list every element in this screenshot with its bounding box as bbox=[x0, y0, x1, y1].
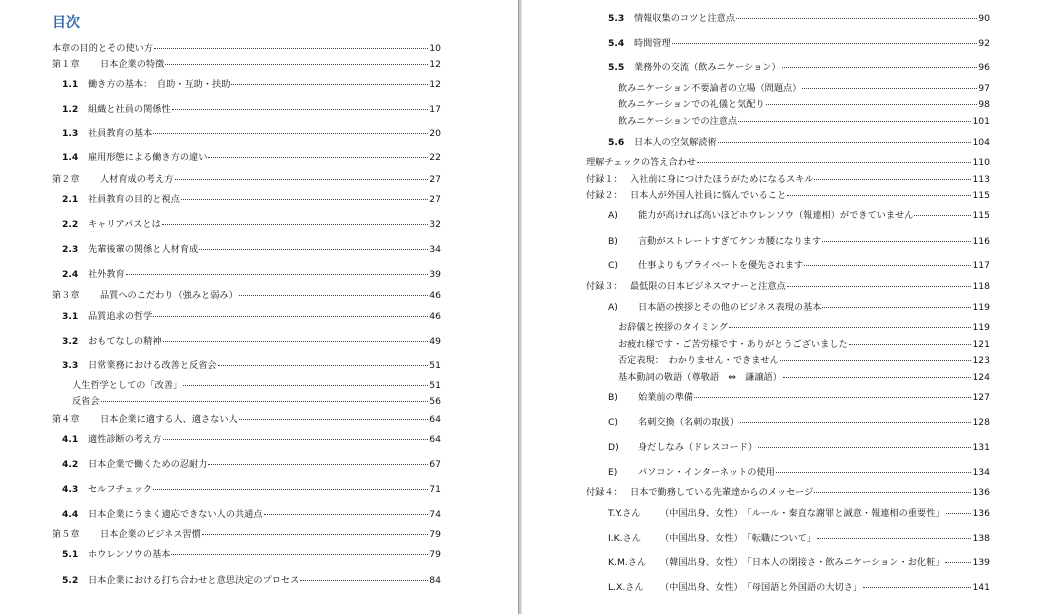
toc-leader-dots bbox=[202, 534, 429, 535]
toc-entry-number: 付録４： bbox=[586, 487, 623, 498]
right-toc-entry[interactable] bbox=[608, 37, 990, 51]
right-toc-entry[interactable] bbox=[618, 321, 990, 335]
toc-leader-dots bbox=[264, 514, 429, 515]
toc-entry-label: 業務外の交流（飲みニケーション） bbox=[634, 62, 781, 73]
right-toc-entry[interactable] bbox=[586, 173, 990, 187]
toc-page-number: 32 bbox=[429, 219, 441, 230]
toc-page-number: 118 bbox=[972, 281, 990, 292]
toc-leader-dots bbox=[740, 422, 971, 423]
toc-entry-label: 言動がストレートすぎてケンカ腰になります bbox=[638, 236, 822, 247]
toc-entry-number: 第３章 bbox=[52, 290, 80, 301]
toc-page-number: 67 bbox=[429, 459, 441, 470]
toc-entry-number: A) bbox=[608, 302, 618, 313]
toc-leader-dots bbox=[766, 104, 978, 105]
toc-entry-number: 1.4 bbox=[62, 152, 79, 163]
toc-page-number: 141 bbox=[972, 582, 990, 593]
toc-page-number: 96 bbox=[978, 62, 990, 73]
toc-page-number: 119 bbox=[972, 322, 990, 333]
right-toc-entry[interactable] bbox=[618, 82, 990, 96]
toc-entry-label: 仕事よりもプライベートを優先されます bbox=[638, 260, 804, 271]
toc-entry-label: 社員教育の基本 bbox=[88, 128, 153, 139]
toc-entry-label: 能力が高ければ高いほどホウレンソウ（報連相）ができていません bbox=[638, 210, 914, 221]
toc-leader-dots bbox=[165, 64, 428, 65]
toc-leader-dots bbox=[738, 121, 971, 122]
toc-leader-dots bbox=[822, 307, 971, 308]
toc-page-number: 10 bbox=[429, 43, 441, 54]
toc-entry-label: 日本企業の特徴 bbox=[100, 59, 165, 70]
right-toc-entry[interactable] bbox=[586, 189, 990, 203]
right-toc-entry[interactable] bbox=[608, 209, 990, 223]
toc-entry-number: 第４章 bbox=[52, 414, 80, 425]
toc-entry-label: 本章の目的とその使い方 bbox=[52, 43, 154, 54]
toc-entry-label: 日本人の空気解読術 bbox=[634, 137, 717, 148]
toc-leader-dots bbox=[239, 419, 428, 420]
right-toc-entry[interactable] bbox=[608, 581, 990, 595]
toc-leader-dots bbox=[718, 142, 972, 143]
toc-entry-number: 5.2 bbox=[62, 575, 79, 586]
left-toc-entry[interactable] bbox=[62, 548, 441, 562]
toc-entry-number: 5.4 bbox=[608, 38, 625, 49]
left-toc-entry[interactable] bbox=[52, 413, 441, 427]
toc-entry-label: 入社前に身につけたほうがためになるスキル bbox=[630, 174, 814, 185]
toc-page-number: 74 bbox=[429, 509, 441, 520]
toc-entry-number: 第１章 bbox=[52, 59, 80, 70]
toc-entry-label: パソコン・インターネットの使用 bbox=[638, 467, 775, 478]
toc-entry-number: 1.1 bbox=[62, 79, 79, 90]
toc-entry-number: 5.3 bbox=[608, 13, 625, 24]
toc-entry-label: （中国出身、女性） 「転職について」 bbox=[660, 533, 816, 544]
toc-entry-number: 付録１： bbox=[586, 174, 623, 185]
toc-entry-label: 社外教育 bbox=[88, 269, 125, 280]
left-toc-entry[interactable] bbox=[62, 458, 441, 472]
right-toc-entry[interactable] bbox=[618, 354, 990, 368]
toc-leader-dots bbox=[787, 286, 972, 287]
toc-leader-dots bbox=[758, 447, 971, 448]
toc-entry-label: 飲みニケーション不要論者の立場（問題点） bbox=[618, 83, 802, 94]
left-toc-entry[interactable] bbox=[62, 574, 441, 588]
toc-page-number: 64 bbox=[429, 414, 441, 425]
right-toc-entry[interactable] bbox=[586, 156, 990, 170]
right-toc-entry[interactable] bbox=[608, 61, 990, 75]
toc-entry-label: 適性診断の考え方 bbox=[88, 434, 162, 445]
toc-entry-number: 第２章 bbox=[52, 174, 80, 185]
toc-page-number: 27 bbox=[429, 194, 441, 205]
toc-entry-label: 最低限の日本ビジネスマナーと注意点 bbox=[630, 281, 786, 292]
toc-page-number: 124 bbox=[972, 372, 990, 383]
toc-page-number: 20 bbox=[429, 128, 441, 139]
toc-page-number: 110 bbox=[972, 157, 990, 168]
right-toc-entry[interactable] bbox=[608, 301, 990, 315]
toc-page-number: 90 bbox=[978, 13, 990, 24]
toc-entry-number: 5.5 bbox=[608, 62, 625, 73]
toc-entry-label: セルフチェック bbox=[88, 484, 153, 495]
toc-page-number: 121 bbox=[972, 339, 990, 350]
toc-page-number: 131 bbox=[972, 442, 990, 453]
toc-entry-label: 日本で勤務している先輩達からのメッセージ bbox=[630, 487, 814, 498]
toc-entry-label: ホウレンソウの基本 bbox=[88, 549, 171, 560]
toc-entry-number: L.X.さん bbox=[608, 582, 644, 593]
left-toc-entry[interactable] bbox=[62, 127, 441, 141]
toc-entry-label: 始業前の準備 bbox=[638, 392, 694, 403]
toc-leader-dots bbox=[163, 439, 429, 440]
toc-page-number: 56 bbox=[429, 396, 441, 407]
toc-page-number: 98 bbox=[978, 99, 990, 110]
toc-leader-dots bbox=[694, 397, 971, 398]
toc-leader-dots bbox=[199, 249, 428, 250]
right-toc-entry[interactable] bbox=[608, 532, 990, 546]
toc-leader-dots bbox=[153, 133, 428, 134]
toc-entry-number: 4.3 bbox=[62, 484, 79, 495]
toc-page-number: 39 bbox=[429, 269, 441, 280]
toc-leader-dots bbox=[782, 67, 978, 68]
toc-entry-label: お辞儀と挨拶のタイミング bbox=[618, 322, 728, 333]
left-toc-entry[interactable] bbox=[62, 243, 441, 257]
toc-entry-label: 理解チェックの答え合わせ bbox=[586, 157, 696, 168]
right-toc-entry[interactable] bbox=[608, 441, 990, 455]
left-toc-entry[interactable] bbox=[72, 379, 441, 393]
toc-page-number: 97 bbox=[978, 83, 990, 94]
toc-page-number: 117 bbox=[972, 260, 990, 271]
right-toc-entry[interactable] bbox=[608, 235, 990, 249]
toc-entry-number: 3.3 bbox=[62, 360, 79, 371]
toc-entry-label: 人生哲学としての「改善」 bbox=[72, 380, 183, 391]
right-toc-entry[interactable] bbox=[618, 98, 990, 112]
left-toc-entry[interactable] bbox=[62, 335, 441, 349]
toc-entry-label: 否定表現： わかりません・できません bbox=[618, 355, 779, 366]
toc-entry-label: （中国出身、女性） 「ルール・秦直な謝罪と誠意・報連相の重要性」 bbox=[660, 508, 945, 519]
left-toc-entry[interactable] bbox=[62, 193, 441, 207]
toc-page-number: 71 bbox=[429, 484, 441, 495]
toc-page-number: 12 bbox=[429, 59, 441, 70]
left-toc-entry[interactable] bbox=[62, 103, 441, 117]
toc-page-number: 79 bbox=[429, 529, 441, 540]
toc-leader-dots bbox=[802, 88, 977, 89]
right-toc-entry[interactable] bbox=[608, 259, 990, 273]
toc-leader-dots bbox=[783, 377, 972, 378]
toc-entry-number: 5.6 bbox=[608, 137, 625, 148]
toc-entry-number: B) bbox=[608, 392, 618, 403]
toc-entry-number: 付録２： bbox=[586, 190, 623, 201]
toc-page-number: 64 bbox=[429, 434, 441, 445]
toc-entry-number: 4.4 bbox=[62, 509, 79, 520]
toc-entry-label: 雇用形態による働き方の違い bbox=[88, 152, 208, 163]
toc-page-number: 139 bbox=[972, 557, 990, 568]
toc-entry-label: 飲みニケーションでの注意点 bbox=[618, 116, 738, 127]
toc-leader-dots bbox=[162, 224, 429, 225]
toc-leader-dots bbox=[817, 538, 971, 539]
toc-page-number: 46 bbox=[429, 311, 441, 322]
right-toc-entry[interactable] bbox=[586, 486, 990, 500]
toc-leader-dots bbox=[163, 341, 429, 342]
toc-leader-dots bbox=[101, 401, 429, 402]
toc-page-number: 119 bbox=[972, 302, 990, 313]
toc-leader-dots bbox=[183, 385, 428, 386]
toc-entry-number: 付録３： bbox=[586, 281, 623, 292]
toc-leader-dots bbox=[736, 18, 977, 19]
toc-entry-label: 品質へのこだわり（強みと弱み） bbox=[100, 290, 238, 301]
toc-entry-number: 2.3 bbox=[62, 244, 79, 255]
right-toc-entry[interactable] bbox=[608, 12, 990, 26]
toc-entry-number: 5.1 bbox=[62, 549, 79, 560]
toc-entry-number: 1.3 bbox=[62, 128, 79, 139]
toc-leader-dots bbox=[814, 492, 971, 493]
left-toc-entry[interactable] bbox=[72, 395, 441, 409]
toc-page-number: 128 bbox=[972, 417, 990, 428]
toc-leader-dots bbox=[863, 587, 971, 588]
right-toc-entry[interactable] bbox=[618, 338, 990, 352]
right-toc-entry[interactable] bbox=[608, 556, 990, 570]
toc-page-number: 138 bbox=[972, 533, 990, 544]
left-toc-entry[interactable] bbox=[62, 508, 441, 522]
right-toc-entry[interactable] bbox=[608, 136, 990, 150]
toc-entry-number: A) bbox=[608, 210, 618, 221]
toc-page-number: 136 bbox=[972, 487, 990, 498]
toc-leader-dots bbox=[945, 562, 971, 563]
toc-entry-label: 先輩後輩の関係と人材育成 bbox=[88, 244, 199, 255]
toc-entry-label: 社員教育の目的と視点 bbox=[88, 194, 180, 205]
toc-entry-label: 組織と社員の関係性 bbox=[88, 104, 171, 115]
toc-entry-number: 3.2 bbox=[62, 336, 79, 347]
left-toc-entry[interactable] bbox=[62, 483, 441, 497]
left-toc-entry[interactable] bbox=[52, 58, 441, 72]
left-toc-entry[interactable] bbox=[62, 151, 441, 165]
toc-leader-dots bbox=[153, 489, 428, 490]
right-toc-entry[interactable] bbox=[618, 115, 990, 129]
toc-leader-dots bbox=[208, 157, 428, 158]
toc-page-number: 51 bbox=[429, 380, 441, 391]
left-toc-entry[interactable] bbox=[62, 78, 441, 92]
left-toc-entry[interactable] bbox=[62, 359, 441, 373]
toc-page-number: 27 bbox=[429, 174, 441, 185]
toc-entry-label: 人材育成の考え方 bbox=[100, 174, 174, 185]
toc-entry-label: 日本企業で働くための忍耐力 bbox=[88, 459, 208, 470]
toc-entry-label: おもてなしの精神 bbox=[88, 336, 162, 347]
toc-page-number: 136 bbox=[972, 508, 990, 519]
toc-leader-dots bbox=[172, 109, 429, 110]
toc-page-number: 84 bbox=[429, 575, 441, 586]
toc-leader-dots bbox=[780, 360, 972, 361]
toc-leader-dots bbox=[218, 365, 429, 366]
toc-entry-label: 日常業務における改善と反省会 bbox=[88, 360, 217, 371]
toc-page-number: 17 bbox=[429, 104, 441, 115]
left-page bbox=[0, 0, 518, 614]
toc-entry-label: 名刺交換（名刺の取扱） bbox=[638, 417, 740, 428]
toc-entry-number: 4.2 bbox=[62, 459, 79, 470]
right-toc-entry[interactable] bbox=[608, 466, 990, 480]
toc-page-number: 51 bbox=[429, 360, 441, 371]
toc-page-number: 92 bbox=[978, 38, 990, 49]
toc-page-number: 22 bbox=[429, 152, 441, 163]
toc-entry-number: 2.1 bbox=[62, 194, 79, 205]
toc-leader-dots bbox=[300, 580, 428, 581]
toc-entry-number: 第５章 bbox=[52, 529, 80, 540]
toc-leader-dots bbox=[814, 179, 971, 180]
left-toc-entry[interactable] bbox=[52, 42, 441, 56]
toc-entry-number: 2.4 bbox=[62, 269, 79, 280]
toc-page-number: 34 bbox=[429, 244, 441, 255]
toc-page-number: 115 bbox=[972, 210, 990, 221]
left-toc-entry[interactable] bbox=[62, 310, 441, 324]
toc-entry-number: K.M.さん bbox=[608, 557, 647, 568]
toc-entry-label: お疲れ様です・ご苦労様です・ありがとうございました bbox=[618, 339, 848, 350]
right-toc-entry[interactable] bbox=[586, 280, 990, 294]
right-toc-entry[interactable] bbox=[608, 416, 990, 430]
toc-leader-dots bbox=[231, 84, 428, 85]
left-toc-entry[interactable] bbox=[52, 173, 441, 187]
toc-page-number: 79 bbox=[429, 549, 441, 560]
toc-page-number: 115 bbox=[972, 190, 990, 201]
toc-page-number: 113 bbox=[972, 174, 990, 185]
toc-entry-label: 日本人が外国人社員に悩んでいること bbox=[630, 190, 787, 201]
toc-leader-dots bbox=[239, 295, 428, 296]
toc-leader-dots bbox=[729, 327, 972, 328]
toc-page-number: 12 bbox=[429, 79, 441, 90]
toc-page-number: 101 bbox=[972, 116, 990, 127]
left-toc-entry[interactable] bbox=[62, 433, 441, 447]
left-toc-entry[interactable] bbox=[62, 218, 441, 232]
toc-entry-label: 飲みニケーションでの礼儀と気配り bbox=[618, 99, 765, 110]
right-toc-entry[interactable] bbox=[608, 391, 990, 405]
toc-page-number: 134 bbox=[972, 467, 990, 478]
toc-entry-label: 日本企業のビジネス習慣 bbox=[100, 529, 201, 540]
toc-entry-label: 日本企業にうまく適応できない人の共通点 bbox=[88, 509, 263, 520]
toc-entry-label: キャリアパスとは bbox=[88, 219, 161, 230]
toc-entry-number: B) bbox=[608, 236, 618, 247]
toc-leader-dots bbox=[776, 472, 972, 473]
toc-entry-label: 日本企業における打ち合わせと意思決定のプロセス bbox=[88, 575, 300, 586]
toc-entry-number: 3.1 bbox=[62, 311, 79, 322]
toc-page-number: 127 bbox=[972, 392, 990, 403]
toc-page-number: 116 bbox=[972, 236, 990, 247]
toc-leader-dots bbox=[175, 179, 429, 180]
toc-entry-label: 基本動詞の敬語（尊敬語 ⇔ 謙譲語） bbox=[618, 372, 782, 383]
toc-leader-dots bbox=[208, 464, 428, 465]
left-toc-entry[interactable] bbox=[52, 289, 441, 303]
toc-leader-dots bbox=[126, 274, 429, 275]
toc-leader-dots bbox=[153, 316, 428, 317]
toc-leader-dots bbox=[154, 48, 428, 49]
toc-leader-dots bbox=[171, 554, 428, 555]
toc-entry-number: D) bbox=[608, 442, 619, 453]
toc-leader-dots bbox=[787, 195, 971, 196]
toc-leader-dots bbox=[946, 513, 972, 514]
toc-entry-label: 品質追求の哲学 bbox=[88, 311, 153, 322]
toc-entry-number: E) bbox=[608, 467, 618, 478]
toc-entry-number: C) bbox=[608, 260, 618, 271]
toc-page-number: 49 bbox=[429, 336, 441, 347]
toc-leader-dots bbox=[181, 199, 428, 200]
toc-entry-number: 2.2 bbox=[62, 219, 79, 230]
right-page bbox=[522, 0, 1057, 614]
left-toc-entry[interactable] bbox=[52, 528, 441, 542]
toc-entry-label: 時間管理 bbox=[634, 38, 671, 49]
toc-leader-dots bbox=[804, 265, 971, 266]
toc-leader-dots bbox=[822, 241, 971, 242]
toc-entry-label: 情報収集のコツと注意点 bbox=[634, 13, 736, 24]
toc-leader-dots bbox=[697, 162, 971, 163]
toc-entry-number: T.Y.さん bbox=[608, 508, 641, 519]
toc-entry-label: 反省会 bbox=[72, 396, 100, 407]
toc-entry-label: （韓国出身、女性） 「日本人の閉接さ・飲みニケーション・お化粧」 bbox=[660, 557, 945, 568]
toc-entry-number: 1.2 bbox=[62, 104, 79, 115]
toc-entry-label: （中国出身、女性） 「母国語と外国語の大切さ」 bbox=[660, 582, 863, 593]
toc-entry-label: 身だしなみ（ドレスコード） bbox=[638, 442, 758, 453]
toc-entry-number: 4.1 bbox=[62, 434, 79, 445]
toc-leader-dots bbox=[672, 43, 978, 44]
toc-title: 目次 bbox=[52, 15, 80, 31]
toc-leader-dots bbox=[914, 215, 971, 216]
toc-entry-label: 働き方の基本： 自助・互助・扶助 bbox=[88, 79, 231, 90]
toc-page-number: 104 bbox=[972, 137, 990, 148]
toc-page-number: 123 bbox=[972, 355, 990, 366]
right-toc-entry[interactable] bbox=[608, 507, 990, 521]
left-toc-entry[interactable] bbox=[62, 268, 441, 282]
toc-page-number: 46 bbox=[429, 290, 441, 301]
toc-entry-label: 日本語の挨拶とその他のビジネス表現の基本 bbox=[638, 302, 822, 313]
right-toc-entry[interactable] bbox=[618, 371, 990, 385]
toc-entry-number: C) bbox=[608, 417, 618, 428]
toc-leader-dots bbox=[849, 344, 972, 345]
toc-entry-number: I.K.さん bbox=[608, 533, 641, 544]
toc-entry-label: 日本企業に適する人、適さない人 bbox=[100, 414, 238, 425]
